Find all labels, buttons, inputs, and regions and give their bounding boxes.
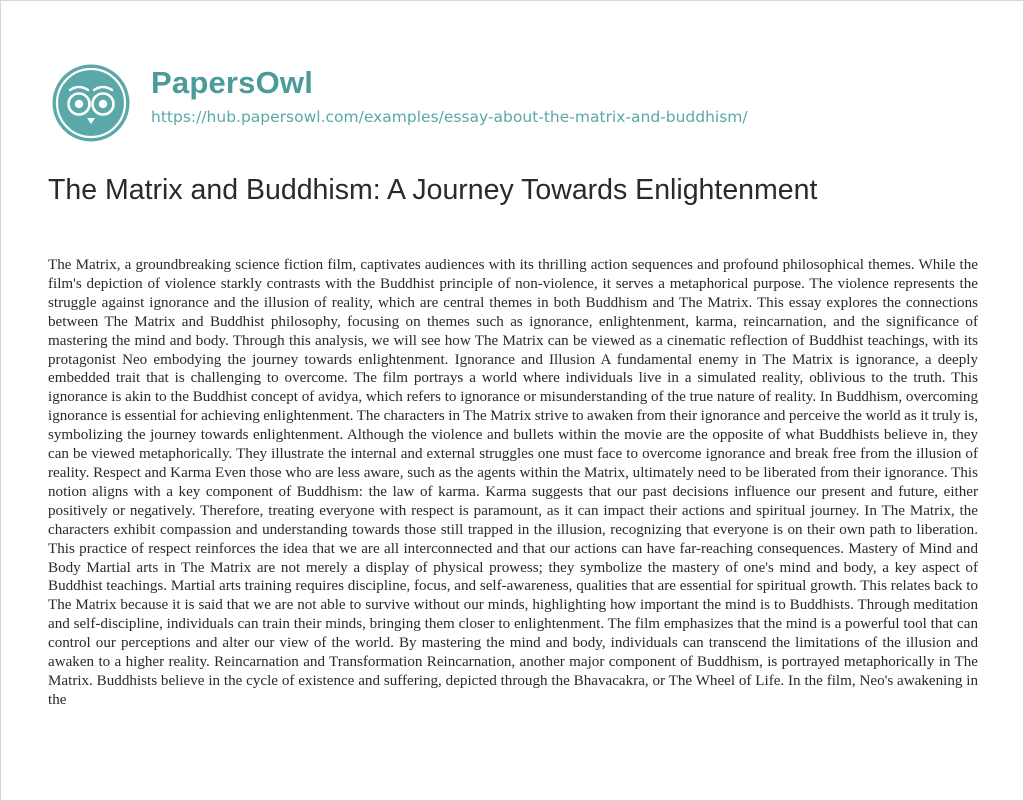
document-body: The Matrix, a groundbreaking science fiction film, captivates audiences with its thrilling action sequences and profound philosophical themes. While the film's depiction of violence starkly contrasts with the Buddhist principle of non-violence, it serves a metaphorical purpose. The violence represents the struggle against ignorance and the illusion of reality, which are central themes in both Buddhism and The Matrix. This essay explores the connections between The Matrix and Buddhist philosophy, focusing on themes such as ignorance, enlightenment, karma, reincarnation, and the significance of mastering the mind and body. Through this analysis, we will see how The Matrix can be viewed as a cinematic reflection of Buddhist teachings, with its protagonist Neo embodying the journey towards enlightenment. Ignorance and Illusion A fundamental enemy in The Matrix is ignorance, a deeply embedded trait that is challenging to overcome. The film portrays a world where individuals live in a simulated reality, oblivious to the truth. This ignorance is akin to the Buddhist concept of avidya, which refers to ignorance or misunderstanding of the true nature of reality. In Buddhism, overcoming ignorance is essential for achieving enlightenment. The characters in The Matrix strive to awaken from their ignorance and perceive the world as it truly is, symbolizing the journey towards enlightenment. Although the violence and bullets within the movie are the opposite of what Buddhists believe in, they can be viewed metaphorically. They illustrate the internal and external struggles one must face to overcome ignorance and break free from the illusion of reality. Respect and Karma Even those who are less aware, such as the agents within the Matrix, ultimately need to be liberated from their ignorance. This notion aligns with a key component of Buddhism: the law of karma. Karma suggests that our past decisions influence our present and future, either positively or negatively. Therefore, treating everyone with respect is paramount, as it can impact their actions and spiritual journey. In The Matrix, the characters exhibit compassion and understanding towards those still trapped in the illusion, recognizing that everyone is on their own path to liberation. This practice of respect reinforces the idea that we are all interconnected and that our actions can have far-reaching consequences. Mastery of Mind and Body Martial arts in The Matrix are not merely a display of physical prowess; they symbolize the mastery of one's mind and body, a key aspect of Buddhist teachings. Martial arts training requires discipline, focus, and self-awareness, qualities that are essential for spiritual growth. This relates back to The Matrix because it is said that we are not able to survive without our minds, highlighting how important the mind is to Buddhists. Through meditation and self-discipline, individuals can train their minds, bringing them closer to enlightenment. The film emphasizes that the mind is a powerful tool that can control our perceptions and alter our view of the world. By mastering the mind and body, individuals can transcend the limitations of the illusion and awaken to a higher reality. Reincarnation and Transformation Reincarnation, another major component of Buddhism, is portrayed metaphorically in The Matrix. Buddhists believe in the cycle of existence and suffering, depicted through the Bhavacakra, or The Wheel of Life. In the film, Neo's awakening in the	[48, 257, 978, 708]
source-url-link[interactable]: https://hub.papersowl.com/examples/essay-about-the-matrix-and-buddhism/	[151, 108, 748, 126]
site-header	[48, 60, 978, 140]
owl-face-icon[interactable]	[48, 60, 134, 146]
brand-name[interactable]: PapersOwl	[151, 65, 314, 100]
document-title: The Matrix and Buddhism: A Journey Towards Enlightenment	[48, 174, 818, 206]
